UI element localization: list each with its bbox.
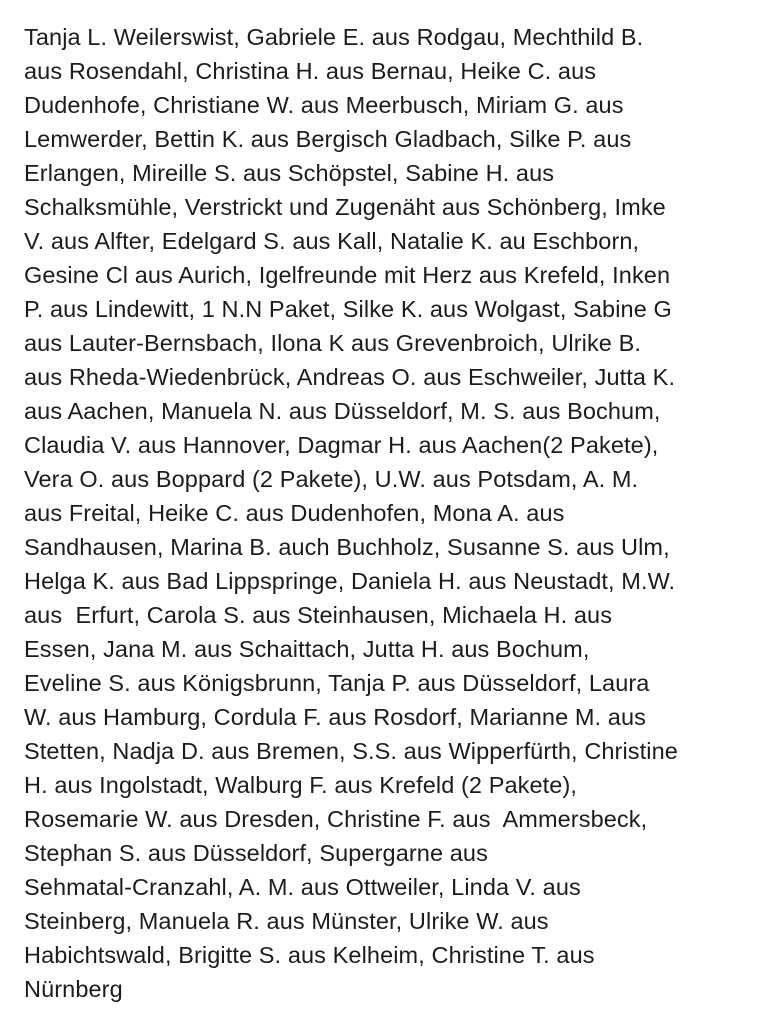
text-line-12: aus Aachen, Manuela N. aus Düsseldorf, M. S. aus Bochum, [24, 398, 661, 424]
text-line-3: Dudenhofe, Christiane W. aus Meerbusch, Miriam G. aus [24, 92, 624, 118]
text-line-9: P. aus Lindewitt, 1 N.N Paket, Silke K. aus Wolgast, Sabine G [24, 296, 672, 322]
text-line-18: aus Erfurt, Carola S. aus Steinhausen, Michaela H. aus [24, 602, 613, 628]
text-line-20: Eveline S. aus Königsbrunn, Tanja P. aus Düsseldorf, Laura [24, 670, 650, 696]
text-line-22: Stetten, Nadja D. aus Bremen, S.S. aus Wipperfürth, Christine [24, 738, 678, 764]
text-line-21: W. aus Hamburg, Cordula F. aus Rosdorf, Marianne M. aus [24, 704, 646, 730]
text-line-24: Rosemarie W. aus Dresden, Christine F. aus Ammersbeck, [24, 806, 648, 832]
text-line-17: Helga K. aus Bad Lippspringe, Daniela H. aus Neustadt, M.W. [24, 568, 676, 594]
text-line-19: Essen, Jana M. aus Schaittach, Jutta H. aus Bochum, [24, 636, 590, 662]
text-line-14: Vera O. aus Boppard (2 Pakete), U.W. aus Potsdam, A. M. [24, 466, 639, 492]
text-line-4: Lemwerder, Bettin K. aus Bergisch Gladbach, Silke P. aus [24, 126, 632, 152]
donor-list-text [24, 20, 743, 1006]
text-line-25: Stephan S. aus Düsseldorf, Supergarne aus [24, 840, 488, 866]
text-line-5: Erlangen, Mireille S. aus Schöpstel, Sabine H. aus [24, 160, 555, 186]
text-line-1: Tanja L. Weilerswist, Gabriele E. aus Rodgau, Mechthild B. [24, 24, 644, 50]
text-line-26: Sehmatal-Cranzahl, A. M. aus Ottweiler, Linda V. aus [24, 874, 581, 900]
text-line-29: Nürnberg [24, 976, 123, 1002]
text-line-2: aus Rosendahl, Christina H. aus Bernau, Heike C. aus [24, 58, 597, 84]
text-line-27: Steinberg, Manuela R. aus Münster, Ulrike W. aus [24, 908, 549, 934]
text-line-6: Schalksmühle, Verstrickt und Zugenäht aus Schönberg, Imke [24, 194, 666, 220]
text-line-13: Claudia V. aus Hannover, Dagmar H. aus Aachen(2 Pakete), [24, 432, 659, 458]
text-line-8: Gesine Cl aus Aurich, Igelfreunde mit Herz aus Krefeld, Inken [24, 262, 671, 288]
text-line-11: aus Rheda-Wiedenbrück, Andreas O. aus Eschweiler, Jutta K. [24, 364, 676, 390]
text-line-23: H. aus Ingolstadt, Walburg F. aus Krefeld (2 Pakete), [24, 772, 578, 798]
text-line-15: aus Freital, Heike C. aus Dudenhofen, Mona A. aus [24, 500, 565, 526]
text-line-7: V. aus Alfter, Edelgard S. aus Kall, Natalie K. au Eschborn, [24, 228, 640, 254]
text-line-10: aus Lauter-Bernsbach, Ilona K aus Grevenbroich, Ulrike B. [24, 330, 642, 356]
text-line-16: Sandhausen, Marina B. auch Buchholz, Susanne S. aus Ulm, [24, 534, 670, 560]
text-line-28: Habichtswald, Brigitte S. aus Kelheim, Christine T. aus [24, 942, 595, 968]
